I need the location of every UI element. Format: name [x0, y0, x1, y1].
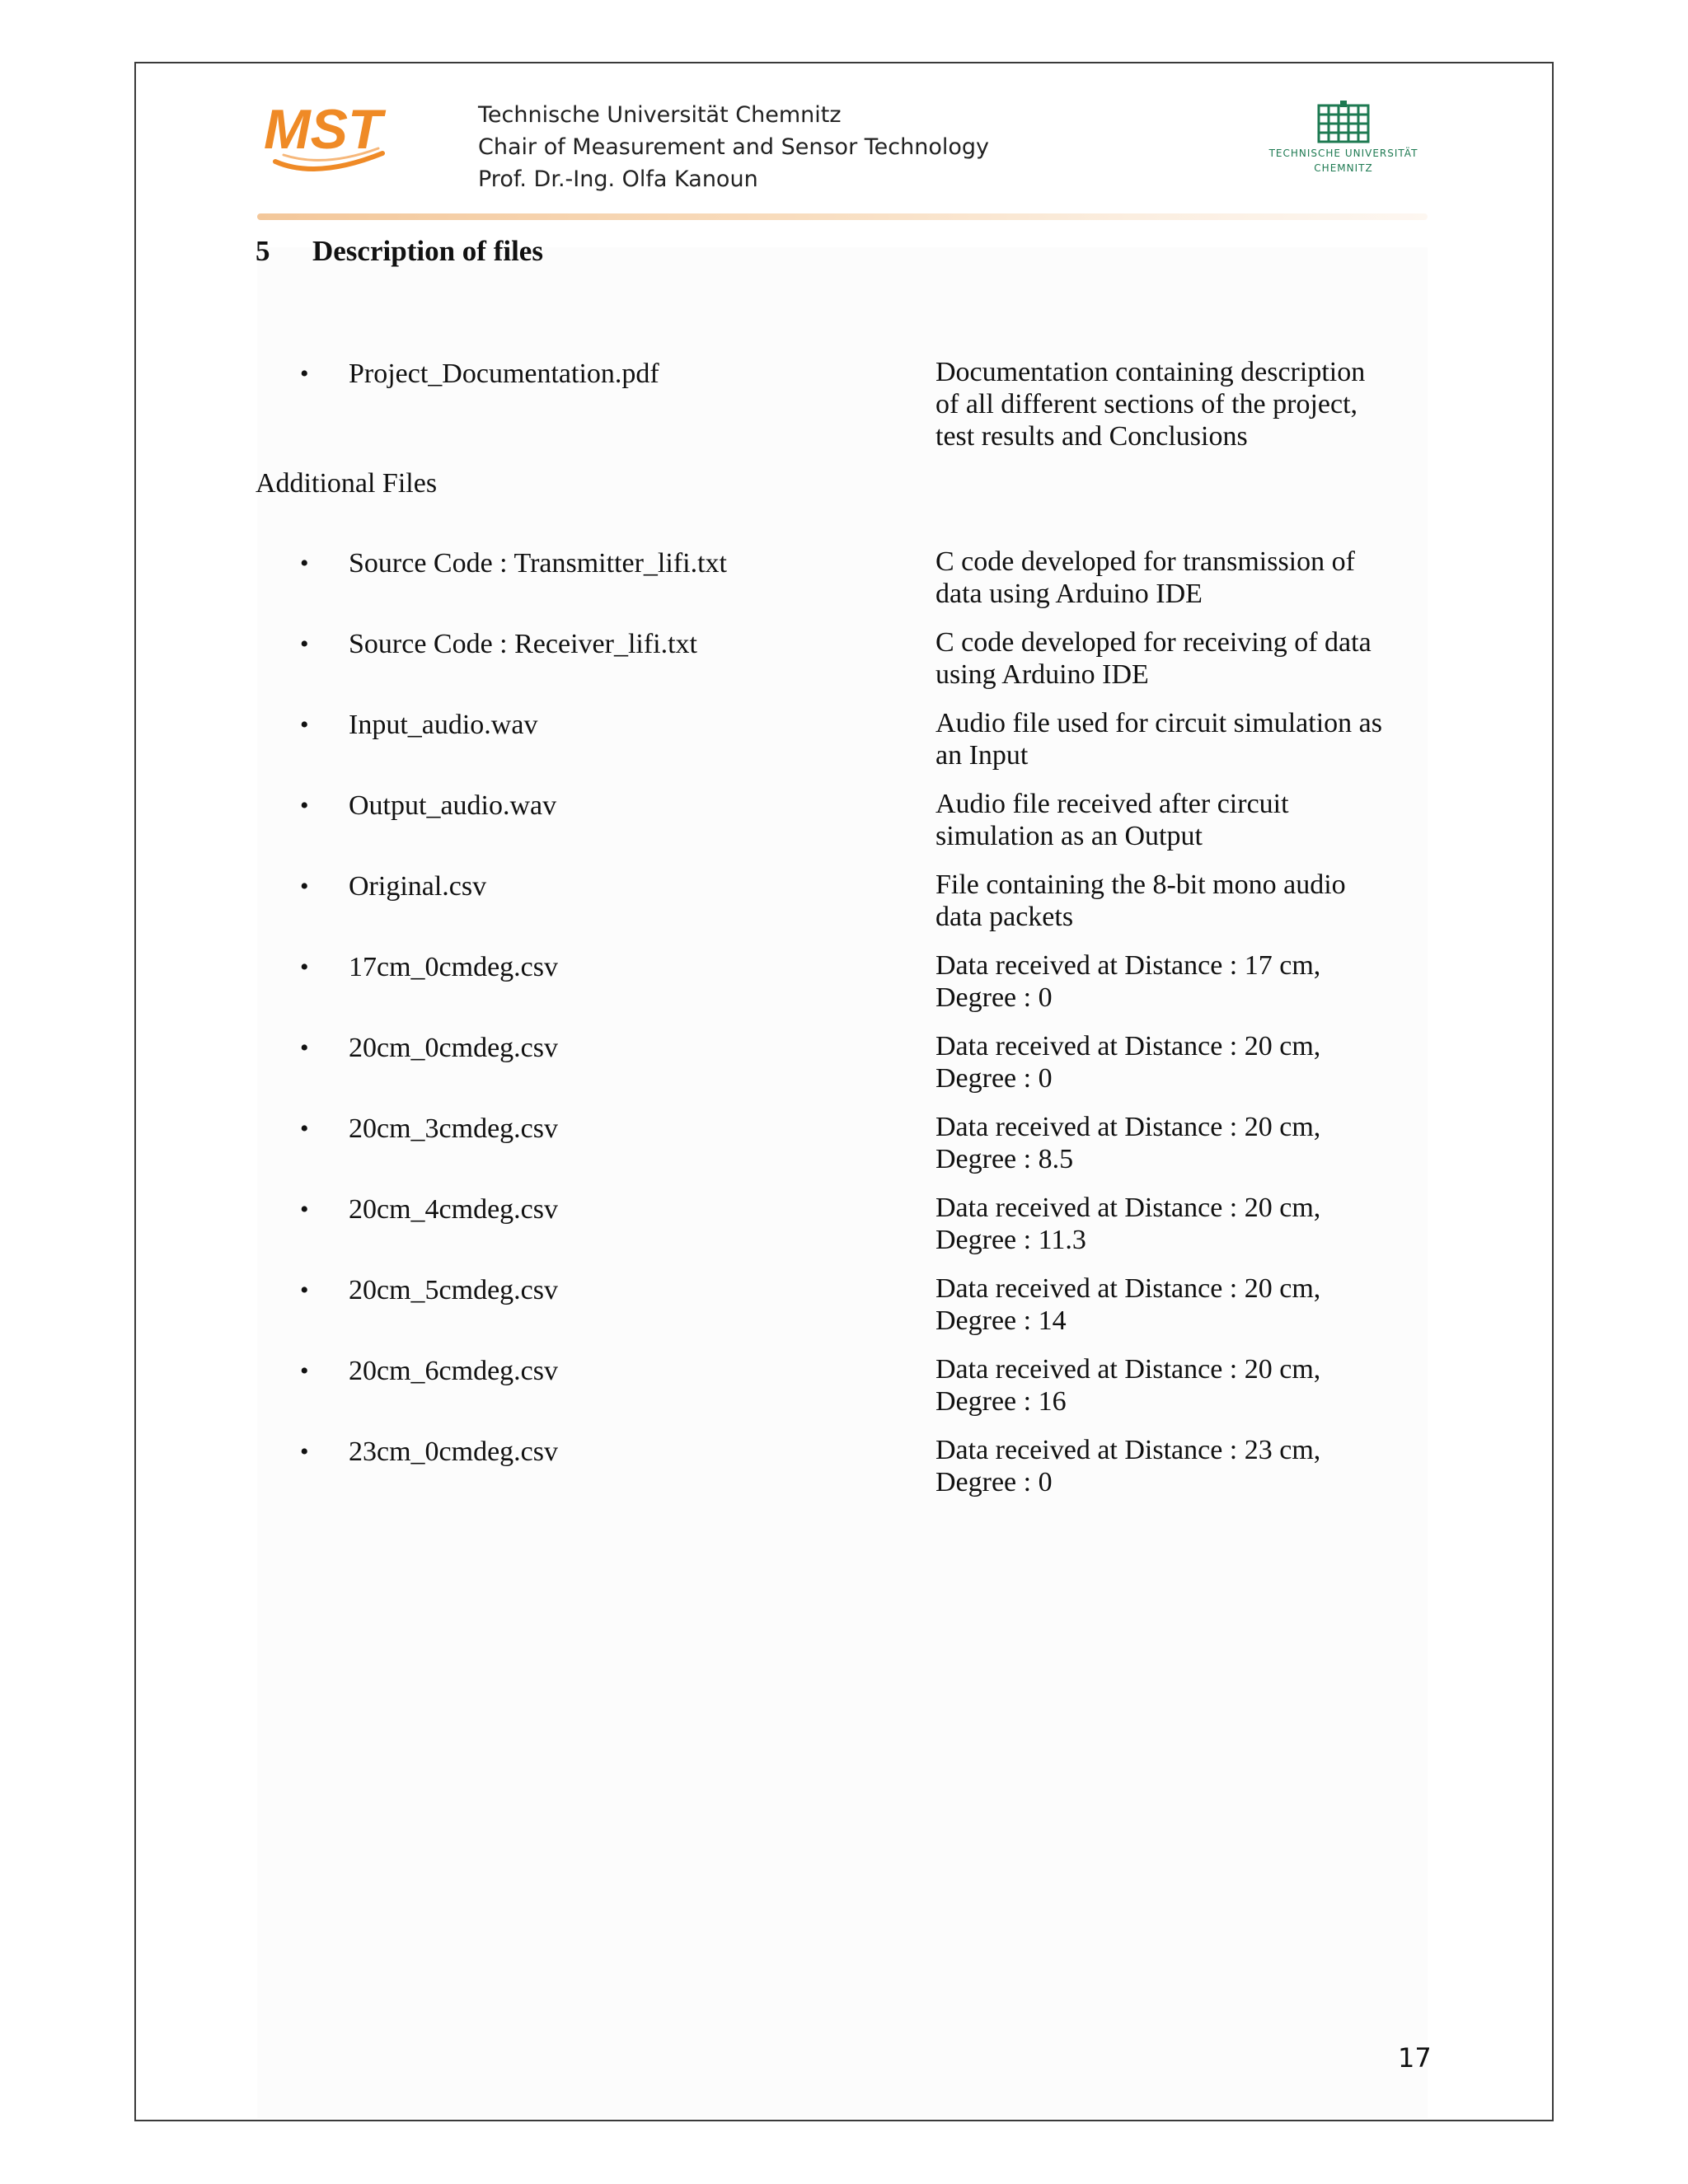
- file-description: Documentation containing description of all different sections of the project, test results and Conclusions: [935, 357, 1366, 452]
- bullet-icon: •: [300, 711, 309, 738]
- bullet-icon: •: [300, 360, 309, 387]
- header-university: Technische Universität Chemnitz: [478, 102, 842, 128]
- file-name: Original.csv: [349, 871, 487, 902]
- bullet-icon: •: [300, 1277, 309, 1304]
- file-name: Source Code : Transmitter_lifi.txt: [349, 548, 727, 579]
- bullet-icon: •: [300, 954, 309, 981]
- file-name: Output_audio.wav: [349, 790, 557, 821]
- file-description: Audio file received after circuit simulation as an Output: [935, 789, 1289, 851]
- file-description: C code developed for receiving of data using Arduino IDE: [935, 627, 1372, 690]
- page-number: 17: [1398, 2042, 1432, 2074]
- header-chair: Chair of Measurement and Sensor Technology: [478, 134, 989, 160]
- file-name: 20cm_0cmdeg.csv: [349, 1033, 558, 1063]
- file-name: Input_audio.wav: [349, 710, 538, 740]
- file-description: Data received at Distance : 20 cm, Degree : 0: [935, 1031, 1321, 1094]
- bullet-icon: •: [300, 1034, 309, 1062]
- file-name: 17cm_0cmdeg.csv: [349, 952, 558, 982]
- bullet-icon: •: [300, 1357, 309, 1385]
- file-description: Data received at Distance : 20 cm, Degree : 8.5: [935, 1112, 1321, 1174]
- file-description: File containing the 8-bit mono audio data packets: [935, 869, 1346, 932]
- file-description: Data received at Distance : 17 cm, Degree : 0: [935, 950, 1321, 1013]
- content-area: [257, 247, 1428, 2118]
- bullet-icon: •: [300, 792, 309, 819]
- section-number: 5: [256, 235, 270, 267]
- file-description: C code developed for transmission of data using Arduino IDE: [935, 546, 1355, 609]
- mst-logo-text: MST: [264, 98, 382, 161]
- file-name: 20cm_3cmdeg.csv: [349, 1113, 558, 1144]
- header-institution-block: [478, 99, 989, 195]
- tu-building-icon: [1311, 99, 1376, 145]
- file-name: 23cm_0cmdeg.csv: [349, 1436, 558, 1467]
- file-name: 20cm_4cmdeg.csv: [349, 1194, 558, 1225]
- bullet-icon: •: [300, 1196, 309, 1223]
- file-name: 20cm_5cmdeg.csv: [349, 1275, 558, 1305]
- tu-logo-line1: TECHNISCHE UNIVERSITÄT: [1268, 148, 1418, 159]
- bullet-icon: •: [300, 630, 309, 658]
- bullet-icon: •: [300, 873, 309, 900]
- bullet-icon: •: [300, 1438, 309, 1465]
- file-description: Data received at Distance : 20 cm, Degree : 14: [935, 1273, 1321, 1336]
- section-title: Description of files: [312, 235, 543, 267]
- bullet-icon: •: [300, 1115, 309, 1142]
- file-name: Project_Documentation.pdf: [349, 359, 659, 389]
- additional-files-label: Additional Files: [256, 468, 438, 499]
- file-name: Source Code : Receiver_lifi.txt: [349, 629, 697, 659]
- bullet-icon: •: [300, 550, 309, 577]
- header-divider: [257, 213, 1428, 220]
- section-heading: [256, 235, 543, 268]
- file-description: Audio file used for circuit simulation as an Input: [935, 708, 1382, 771]
- mst-logo: [259, 97, 411, 180]
- file-description: Data received at Distance : 23 cm, Degree : 0: [935, 1435, 1321, 1497]
- tu-chemnitz-logo: [1261, 99, 1426, 181]
- file-name: 20cm_6cmdeg.csv: [349, 1356, 558, 1386]
- file-description: Data received at Distance : 20 cm, Degree : 16: [935, 1354, 1321, 1417]
- file-description: Data received at Distance : 20 cm, Degree : 11.3: [935, 1193, 1321, 1255]
- tu-logo-line2: CHEMNITZ: [1314, 162, 1373, 174]
- header-professor: Prof. Dr.-Ing. Olfa Kanoun: [478, 166, 758, 192]
